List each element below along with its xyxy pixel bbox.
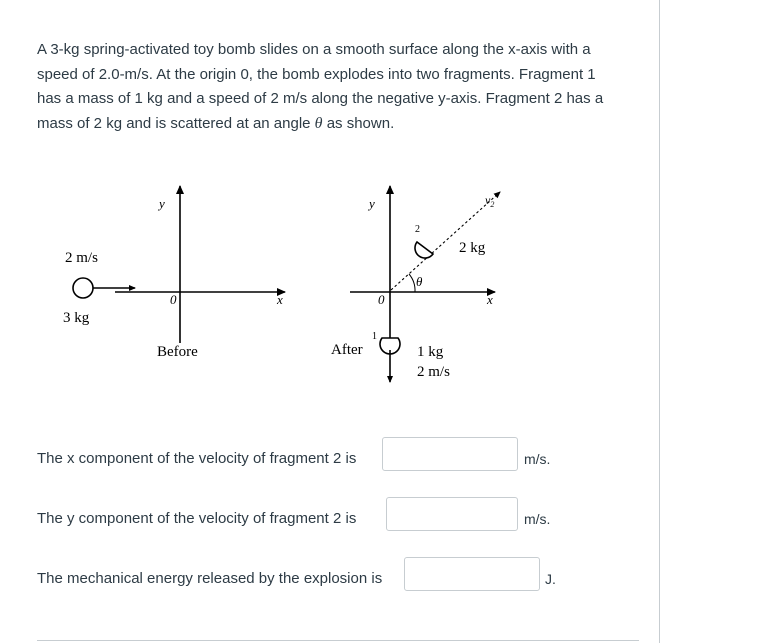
fragment2-shape <box>415 242 433 258</box>
x-velocity-input[interactable] <box>382 437 518 471</box>
question-1-unit: m/s. <box>524 451 551 467</box>
problem-line-4: mass of 2 kg and is scattered at an angle <box>37 114 315 132</box>
before-x-label: x <box>277 292 283 307</box>
before-speed-label: 2 m/s <box>65 250 98 266</box>
after-x-label: x <box>487 292 493 307</box>
bottom-divider <box>37 640 639 641</box>
after-caption: After <box>331 342 363 358</box>
problem-line-4-end: as shown. <box>322 114 395 132</box>
theta-arc <box>409 274 415 292</box>
before-origin-label: 0 <box>170 292 177 307</box>
fragment1-number: 1 <box>372 331 377 342</box>
energy-released-input[interactable] <box>404 557 540 591</box>
question-3-label: The mechanical energy released by the explosion is <box>37 570 383 587</box>
fragment2-number: 2 <box>415 224 420 235</box>
problem-line-2: speed of 2.0-m/s. At the origin 0, the bomb explodes into two fragments. Fragment 1 <box>37 65 596 83</box>
question-2-unit: m/s. <box>524 511 551 527</box>
fragment1-speed-label: 2 m/s <box>417 364 450 380</box>
before-y-label: y <box>159 196 165 211</box>
question-1-label: The x component of the velocity of fragment 2 is <box>37 450 357 467</box>
v2-label: $v_2$ <box>485 193 495 209</box>
after-origin-label: 0 <box>378 292 385 307</box>
after-y-label: y <box>369 196 375 211</box>
collision-diagram <box>55 178 515 393</box>
problem-line-1: A 3-kg spring-activated toy bomb slides on a smooth surface along the x-axis with a <box>37 41 591 58</box>
before-caption: Before <box>157 344 198 360</box>
question-2-label: The y component of the velocity of fragment 2 is <box>37 510 357 527</box>
question-3-unit: J. <box>545 571 556 587</box>
before-mass-label: 3 kg <box>63 310 90 326</box>
problem-statement <box>37 38 637 136</box>
theta-label: θ <box>416 274 423 289</box>
y-velocity-input[interactable] <box>386 497 518 531</box>
theta-symbol: θ <box>314 114 323 132</box>
fragment2-mass-label: 2 kg <box>459 240 486 256</box>
fragment1-mass-label: 1 kg <box>417 344 444 360</box>
problem-line-3: has a mass of 1 kg and a speed of 2 m/s along the negative y-axis. Fragment 2 has a <box>37 90 604 107</box>
bomb-circle <box>73 278 93 298</box>
